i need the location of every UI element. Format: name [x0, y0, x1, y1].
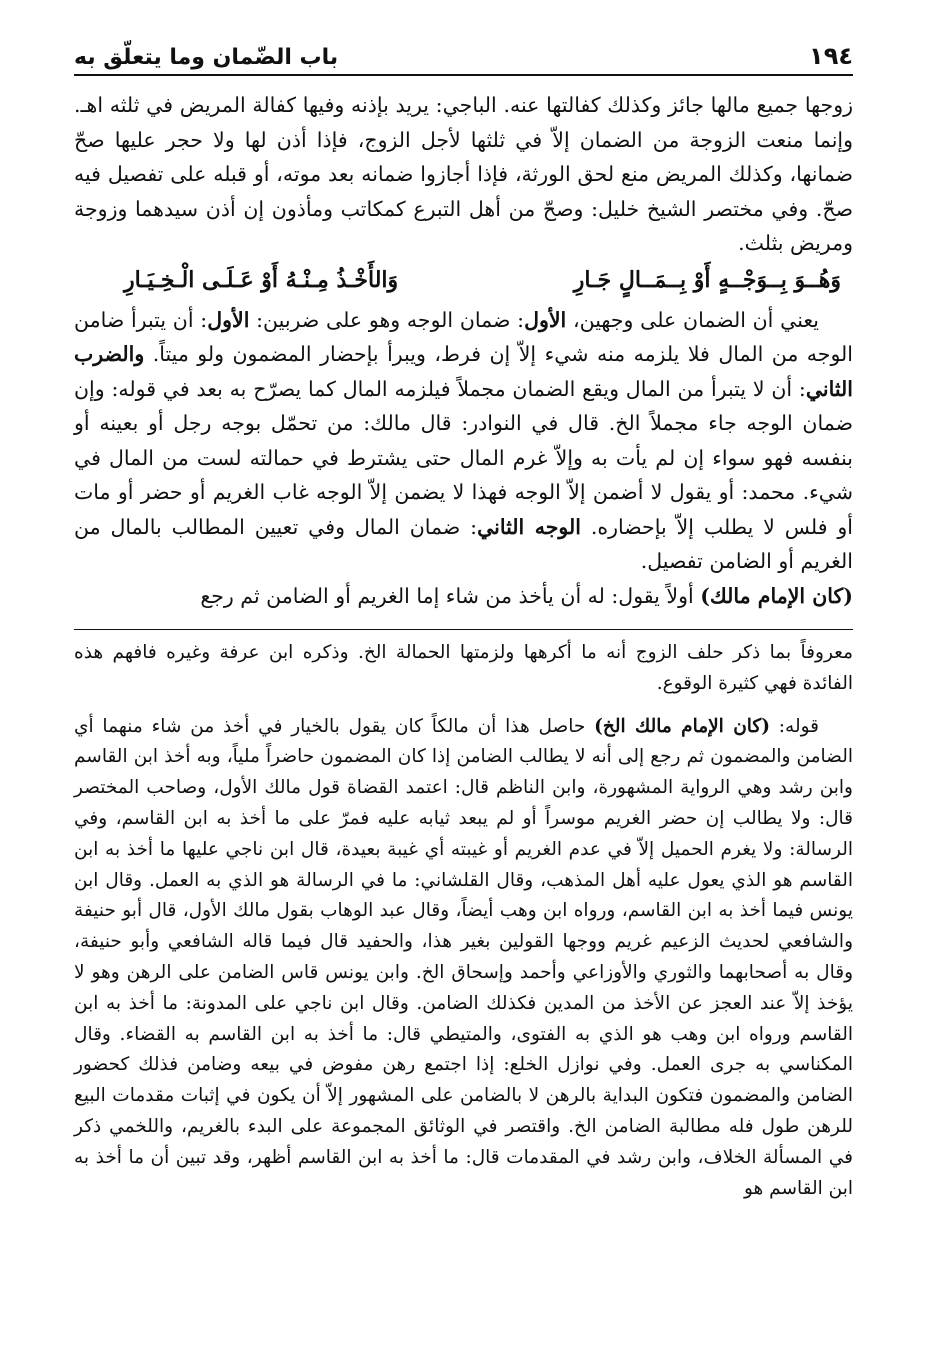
book-page [74, 36, 853, 1347]
text-run: يعني أن الضمان على وجهين، [566, 307, 819, 332]
page-number: ١٩٤ [809, 42, 853, 70]
main-text [74, 88, 853, 613]
main-paragraph-1: زوجها جميع مالها جائز وكذلك كفالتها عنه. الباجي: يريد بإذنه وفيها كفالة المريض في ثلثه اهـ. وإنما منعت الزوجة من الضمان إلاّ في ثلثها لأجل الزوج، فإذا أذن لها ولا حجر عليها صحّ ضمانها، وكذلك المريض منع لحق الورثة، فإذا أجازوا ضمانه بعد موته، أو قبله على تفصيل فيه صحّ. وفي مختصر الشيخ خليل: وصحّ من أهل التبرع كمكاتب ومأذون إن أذن سيدهما وزوجة ومريض بثلث. [74, 93, 853, 255]
bold-term: الوجه الثاني [477, 514, 581, 539]
text-run: : ضمان الوجه وهو على ضربين: [249, 307, 525, 332]
verse-line [74, 261, 853, 303]
footnote-paragraph-2 [74, 712, 853, 1205]
text-run: حاصل هذا أن مالكاً كان يقول بالخيار في أخذ من شاء منهما أي الضامن والمضمون ثم رجع إلى أنه لا يطالب الضامن إذا كان المضمون حاضراً ملياً، وبه أخذ ابن القاسم وابن رشد وهي الرواية المشهورة، وابن الناظم قال: اعتمد القضاة قول مالك الأول، وصاحب المختصر قال: ولا يطالب إن حضر الغريم موسراً أو لم يبعد ثيابه عليه فمرّ على ما أخذ به ابن القاسم، وفي الرسالة: ولا يغرم الحميل إلاّ في عدم الغريم أو غيبته أي غيبة بعيدة، قال ابن ناجي عليها ما أخذ به ابن القاسم هو الذي يعول عليه أهل المذهب، وقال القلشاني: ما في الرسالة هو الذي به العمل. وقال ابن يونس فيما أخذ به ابن القاسم، ورواه ابن وهب أيضاً، وقال عبد الوهاب بقول مالك الأول، قال أبو حنيفة والشافعي لحديث الزعيم غريم ووجها القولين بغير هذا، والحفيد قال فيما قاله الشافعي وأبو حنيفة، وقال به أصحابهما والثوري والأوزاعي وأحمد وإسحاق الخ. وابن يونس قاس الضامن على الرهن وهو لا يؤخذ إلاّ عند العجز عن الأخذ من المدين فكذلك الضامن. وقال ابن ناجي على المدونة: ما أخذ به ابن القاسم ورواه ابن وهب هو الذي به الفتوى، والمتيطي قال: ما أخذ به ابن القاسم به القضاء. وقال المكناسي به جرى العمل. وفي نوازل الخلع: إذا اجتمع رهن مفوض في بيعه وضامن فذلك كحضور الضامن والمضمون فتكون البداية بالرهن لا بالضامن على المشهور إلاّ أن يكون في إثبات مقدمات البيع للرهن طول فله مطالبة الضامن الخ. واقتصر في الوثائق المجموعة على البدء بالغريم، واللخمي ذكر في المسألة الخلاف، وابن رشد في المقدمات قال: ما أخذ به ابن القاسم أظهر، وقد تبين أن ما أخذ به ابن القاسم هو [74, 715, 853, 1199]
bold-term: (كان الإمام مالك الخ) [594, 715, 770, 737]
main-paragraph-2 [74, 303, 853, 579]
bold-term: الأول [524, 307, 567, 332]
verse-right-hemistich: وَهُــوَ بِــوَجْــهٍ أَوْ بِــمَــالٍ جَـارِ [573, 266, 841, 293]
footnotes [74, 638, 853, 1204]
text-run: أولاً يقول: له أن يأخذ من شاء إما الغريم أو الضامن ثم رجع [200, 583, 701, 608]
bold-term: (كان الإمام مالك) [700, 583, 853, 608]
text-run: قوله: [769, 715, 819, 737]
verse-left-hemistich: وَالأَخْـذُ مِـنْـهُ أَوْ عَـلَـى الْـخِـيَـارِ [124, 266, 399, 293]
text-run: : أن لا يتبرأ من المال ويقع الضمان مجملاً فيلزمه المال كما يصرّح به بعد في قوله: وإن ضمان الوجه جاء مجملاً الخ. قال في النوادر: قال مالك: من تحمّل بوجه رجل أو بعينه أو بنفسه فهو سواء إن لم يأت به وإلاّ غرم المال حتى يشترط في حمالته لست من المال في شيء. محمد: أو يقول لا أضمن إلاّ الوجه فهذا لا يضمن إلاّ الوجه غاب الغريم أو حضر أو مات أو فلس لا يطلب إلاّ بإحضاره. [74, 376, 853, 539]
bold-term: والضرب الثاني [74, 342, 853, 401]
main-paragraph-3 [74, 579, 853, 614]
running-head: باب الضّمان وما يتعلّق به [74, 45, 339, 70]
page-header [74, 36, 853, 76]
text-run: : ضمان المال وفي تعيين المطالب بالمال من الغريم أو الضامن تفصيل. [74, 514, 853, 573]
bold-term: الأول [207, 307, 250, 332]
footnote-divider [74, 629, 853, 630]
footnote-paragraph-1: معروفاً بما ذكر حلف الزوج أنه ما أكرهها ولزمتها الحمالة الخ. وذكره ابن عرفة وغيره فافهم هذه الفائدة فهي كثيرة الوقوع. [74, 642, 853, 694]
text-run: : أن يتبرأ ضامن الوجه من المال فلا يلزمه منه شيء إلاّ إن فرط، ويبرأ بإحضار المضمون ولو ميتاً. [74, 307, 853, 366]
